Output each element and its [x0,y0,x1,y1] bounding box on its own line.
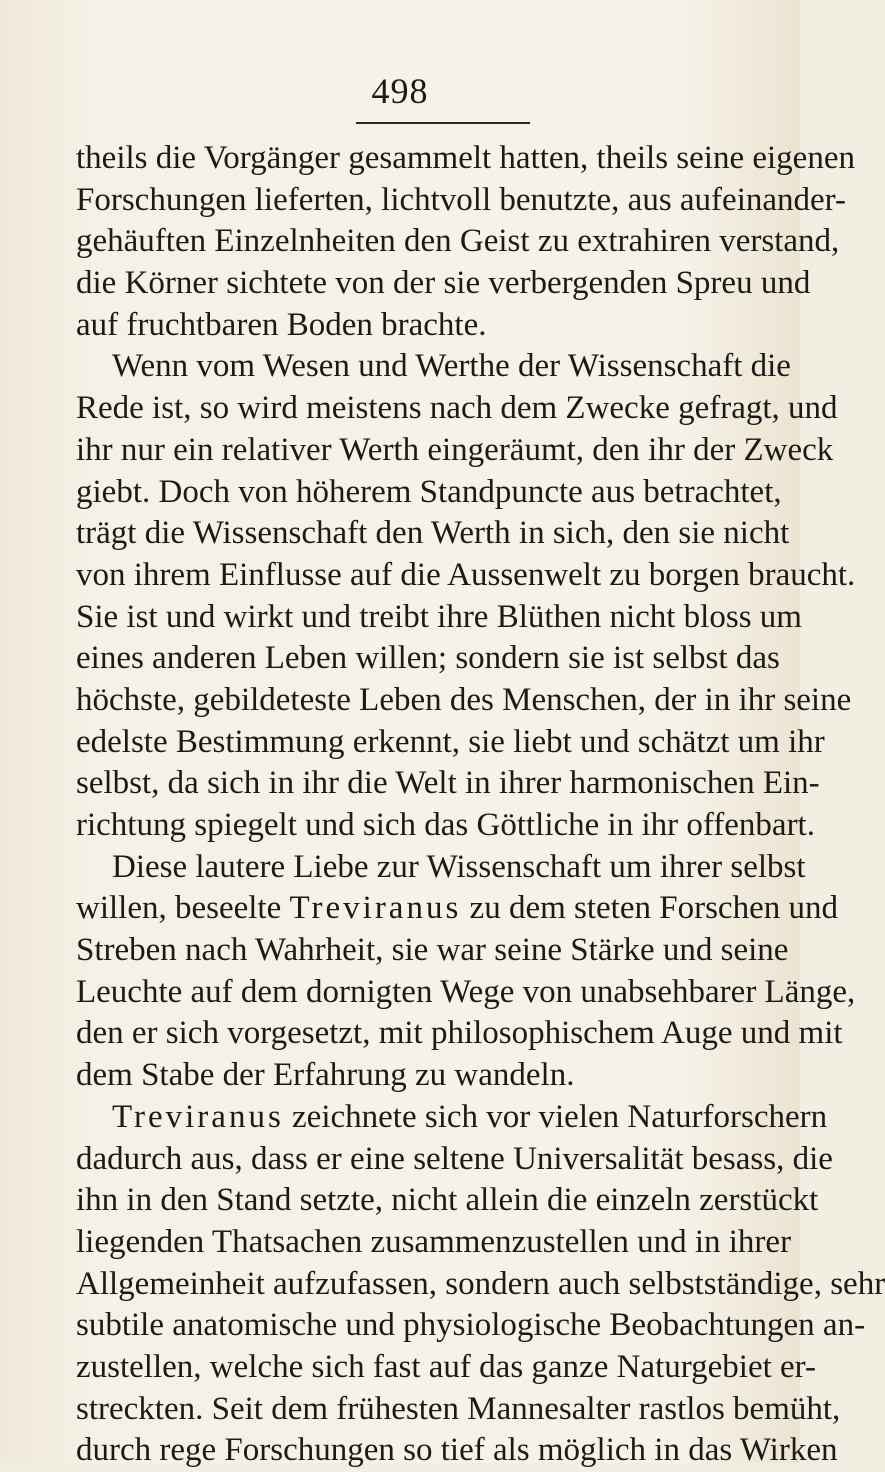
text-line: ihr nur ein relativer Werth eingeräumt, den ihr der Zweck [76,431,834,468]
text-line: ihn in den Stand setzte, nicht allein die einzeln zerstückt [76,1182,819,1219]
text-line: Leuchte auf dem dornigten Wege von unabsehbarer Länge, [76,973,856,1010]
text-line: subtile anatomische und physiologische Beobachtungen an- [76,1307,866,1344]
text-line: giebt. Doch von höherem Standpuncte aus betrachtet, [76,473,782,510]
text-line: gehäuften Einzelnheiten den Geist zu extrahiren verstand, [76,223,840,260]
text-line: selbst, da sich in ihr die Welt in ihrer harmonischen Ein- [76,765,820,802]
text-line: Treviranus zeichnete sich vor vielen Naturforschern [112,1098,828,1135]
author-name-spaced: Treviranus [112,1098,284,1135]
text-line: edelste Bestimmung erkennt, sie liebt und schätzt um ihr [76,723,825,760]
text-line: dem Stabe der Erfahrung zu wandeln. [76,1057,575,1094]
text-line: den er sich vorgesetzt, mit philosophischem Auge und mit [76,1015,843,1052]
text-line: liegenden Thatsachen zusammenzustellen und in ihrer [76,1223,792,1260]
text-line: trägt die Wissenschaft den Werth in sich, den sie nicht [76,515,790,552]
text-line: die Körner sichtete von der sie verbergenden Spreu und [76,265,811,302]
text-line: eines anderen Leben willen; sondern sie ist selbst das [76,640,780,677]
text-line: höchste, gebildeteste Leben des Menschen, der in ihr seine [76,681,852,718]
text-line: dadurch aus, dass er eine seltene Universalität besass, die [76,1140,833,1177]
text-line: Rede ist, so wird meistens nach dem Zwecke gefragt, und [76,390,838,427]
text-line: Forschungen lieferten, lichtvoll benutzte, aus aufeinander- [76,181,846,218]
text-line: theils die Vorgänger gesammelt hatten, theils seine eigenen [76,140,855,176]
text-line: zustellen, welche sich fast auf das ganze Naturgebiet er- [76,1348,816,1385]
header-rule [356,122,530,124]
text-line: richtung spiegelt und sich das Göttliche in ihr offenbart. [76,807,815,843]
text-line: von ihrem Einflusse auf die Aussenwelt zu borgen braucht. [76,556,856,593]
text-line: willen, beseelte Treviranus zu dem steten Forschen und [76,890,838,927]
text-line: streckten. Seit dem frühesten Mannesalter rastlos bemüht, [76,1390,841,1427]
text-line: Streben nach Wahrheit, sie war seine Stärke und seine [76,932,789,969]
text-line: durch rege Forschungen so tief als möglich in das Wirken [76,1432,838,1469]
body-text [76,138,885,1472]
author-name-spaced: Treviranus [289,890,462,927]
page-number: 498 [371,71,429,111]
text-line: auf fruchtbaren Boden brachte. [76,306,487,343]
text-line: Diese lautere Liebe zur Wissenschaft um ihrer selbst [112,848,806,885]
text-line: Allgemeinheit aufzufassen, sondern auch selbstständige, sehr [76,1265,885,1302]
text-line: Wenn vom Wesen und Werthe der Wissenschaft die [112,348,791,385]
text-line: Sie ist und wirkt und treibt ihre Blüthen nicht bloss um [76,598,802,635]
